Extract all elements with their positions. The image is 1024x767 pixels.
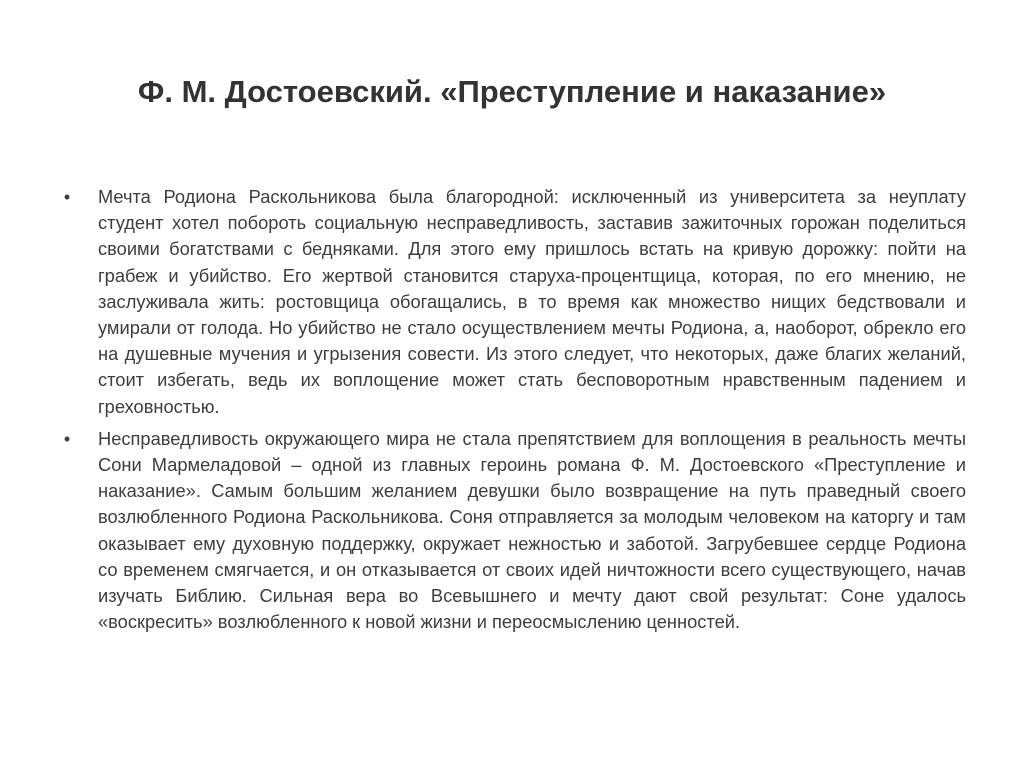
slide-title: Ф. М. Достоевский. «Преступление и наказание»	[137, 74, 887, 109]
bullet-item-sonya	[60, 426, 966, 636]
bullet-list	[60, 184, 966, 641]
bullet-text: Мечта Родиона Раскольникова была благородной: исключенный из университета за неуплату студент хотел побороть социальную несправедливость, заставив зажиточных горожан поделиться своими богатствами с бедняками. Для этого ему пришлось встать на кривую дорожку: пойти на грабеж и убийство. Его жертвой становится старуха-процентщица, которая, по его мнению, не заслуживала жить: ростовщица обогащались, в то время как множество нищих бедствовали и умирали от голода. Но убийство не стало осуществлением мечты Родиона, а, наоборот, обрекло его на душевные мучения и угрызения совести. Из этого следует, что некоторых, даже благих желаний, стоит избегать, ведь их воплощение может стать бесповоротным нравственным падением и греховностью.	[98, 186, 966, 417]
bullet-text: Несправедливость окружающего мира не стала препятствием для воплощения в реальность мечты Сони Мармеладовой – одной из главных героинь романа Ф. М. Достоевского «Преступление и наказание». Самым большим желанием девушки было возвращение на путь праведный своего возлюбленного Родиона Раскольникова. Соня отправляется за молодым человеком на каторгу и там оказывает ему духовную поддержку, окружает нежностью и заботой. Загрубевшее сердце Родиона со временем смягчается, и он отказывается от своих идей ничтожности всего существующего, начав изучать Библию. Сильная вера во Всевышнего и мечту дают свой результат: Соне удалось «воскресить» возлюбленного к новой жизни и переосмыслению ценностей.	[98, 427, 966, 633]
bullet-dot-icon: •	[63, 428, 71, 449]
bullet-item-raskolnikov	[60, 184, 966, 420]
bullet-dot-icon: •	[63, 187, 71, 207]
